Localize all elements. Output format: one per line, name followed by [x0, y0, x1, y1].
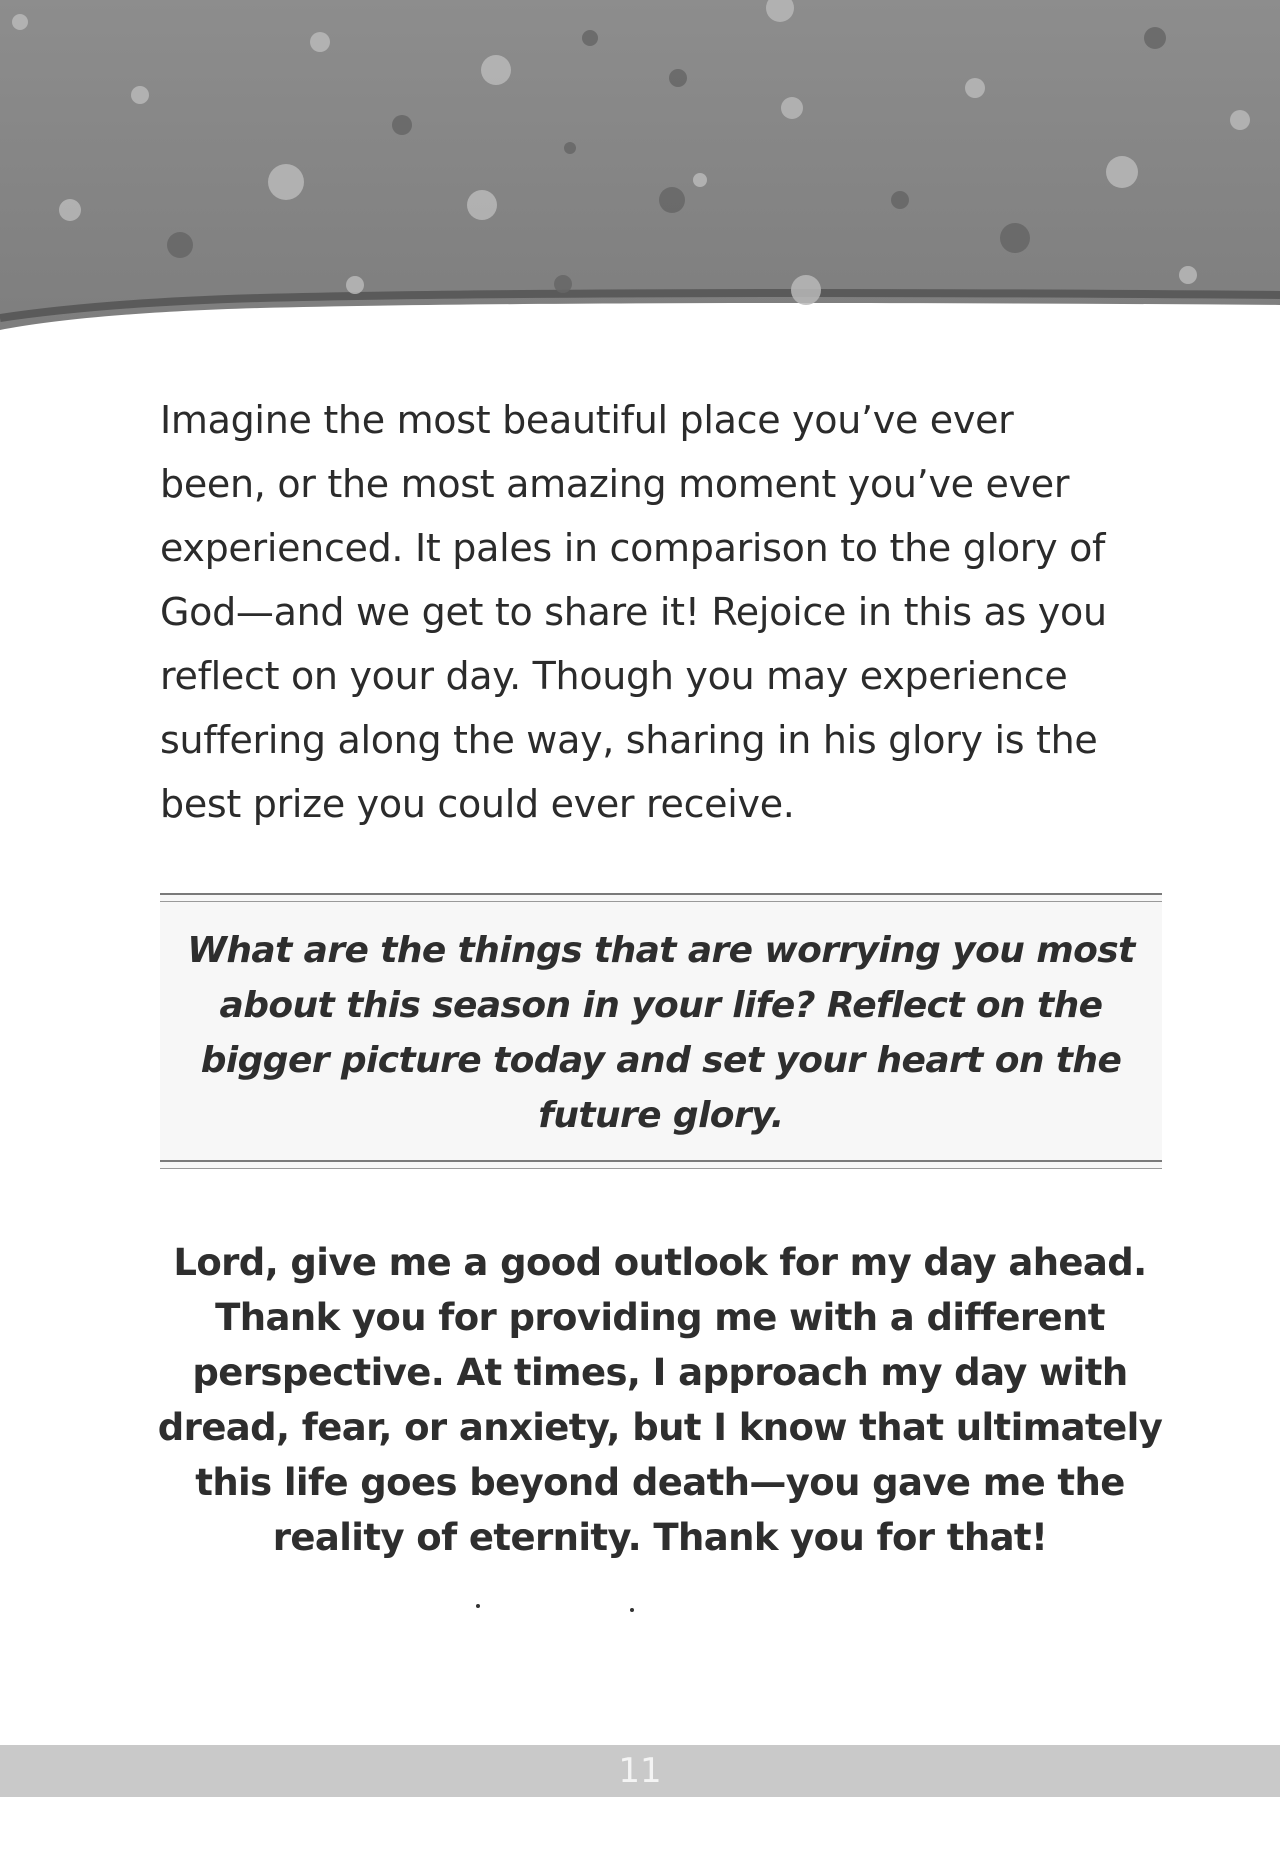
- reflection-line: What are the things that are worrying you most: [187, 930, 1135, 971]
- reflection-callout: [160, 893, 1162, 1169]
- reflection-line: future glory.: [538, 1095, 784, 1136]
- paragraph-line: suffering along the way, sharing in his glory is the: [160, 718, 1098, 762]
- reflection-line: bigger picture today and set your heart on the: [200, 1040, 1122, 1081]
- devotional-paragraph: [160, 388, 1140, 836]
- print-speck: [630, 1608, 634, 1612]
- footer-band: [0, 1745, 1280, 1797]
- prayer-line: dread, fear, or anxiety, but I know that ultimately: [157, 1406, 1163, 1449]
- prayer-line: Thank you for providing me with a different: [215, 1296, 1105, 1339]
- callout-top-rule: [160, 893, 1162, 902]
- paragraph-line: experienced. It pales in comparison to the glory of: [160, 526, 1106, 570]
- dotted-pattern-graphic: [0, 0, 1280, 330]
- prayer-paragraph: [140, 1235, 1180, 1565]
- paragraph-line: Imagine the most beautiful place you’ve ever: [160, 398, 1014, 442]
- prayer-line: Lord, give me a good outlook for my day ahead.: [173, 1241, 1147, 1284]
- callout-bottom-rule: [160, 1160, 1162, 1169]
- reflection-line: about this season in your life? Reflect on the: [219, 985, 1103, 1026]
- paragraph-line: God—and we get to share it! Rejoice in this as you: [160, 590, 1107, 634]
- prayer-line: this life goes beyond death—you gave me the: [195, 1461, 1125, 1504]
- print-speck: [476, 1604, 480, 1608]
- prayer-line: reality of eternity. Thank you for that!: [272, 1516, 1048, 1559]
- prayer-line: perspective. At times, I approach my day with: [192, 1351, 1128, 1394]
- page-number: 11: [618, 1751, 662, 1791]
- paragraph-line: been, or the most amazing moment you’ve ever: [160, 462, 1070, 506]
- decorative-header-band: [0, 0, 1280, 330]
- paragraph-line: reflect on your day. Though you may experience: [160, 654, 1068, 698]
- reflection-question: [160, 923, 1162, 1143]
- paragraph-line: best prize you could ever receive.: [160, 782, 795, 826]
